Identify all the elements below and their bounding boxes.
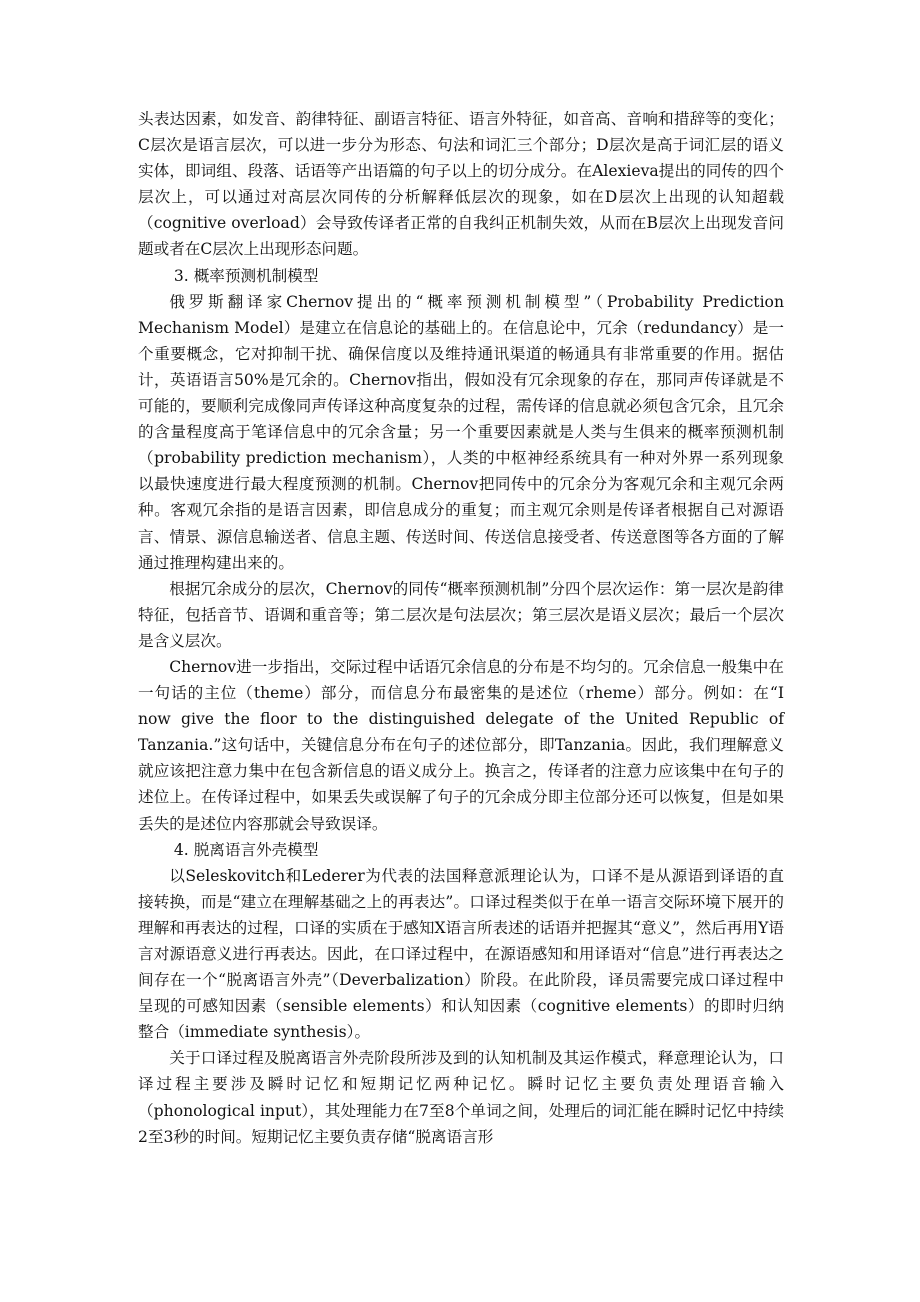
paragraph-continuation: 头表达因素，如发音、韵律特征、副语言特征、语言外特征，如音高、音响和措辞等的变化；C层次是语言层次，可以进一步分为形态、句法和词汇三个部分；D层次是高于词汇层的语义实体，即词组、段落、话语等产出语篇的句子以上的切分成分。在Alexieva提出的同传的四个层次上，可以通过对高层次同传的分析解释低层次的现象，如在D层次上出现的认知超载（cognitive overload）会导致传译者正常的自我纠正机制失效，从而在B层次上出现发音问题或者在C层次上出现形态问题。	[138, 110, 785, 259]
paragraph-theme-rheme: Chernov进一步指出，交际过程中话语冗余信息的分布是不均匀的。冗余信息一般集中在一句话的主位（theme）部分，而信息分布最密集的是述位（rheme）部分。例如：在“I now give the floor to the distinguished delegate of the United Republic of Tanzania.”这句话中，关键信息分布在句子的述位部分，即Tanzania。因此，我们理解意义就应该把注意力集中在包含新信息的语义成分上。换言之，传译者的注意力应该集中在句子的述位上。在传译过程中，如果丢失或误解了句子的冗余成分即主位部分还可以恢复，但是如果丢失的是述位内容那就会导致误译。	[138, 657, 784, 833]
paragraph-memory-mechanism: 关于口译过程及脱离语言外壳阶段所涉及到的认知机制及其运作模式，释意理论认为，口译过程主要涉及瞬时记忆和短期记忆两种记忆。瞬时记忆主要负责处理语音输入（phonological input），其处理能力在7至8个单词之间，处理后的词汇能在瞬时记忆中持续2至3秒的时间。短期记忆主要负责存储“脱离语言形	[138, 1049, 784, 1146]
document-page	[138, 106, 784, 1150]
paragraph-redundancy-levels: 根据冗余成分的层次，Chernov的同传“概率预测机制”分四个层次运作：第一层次是韵律特征，包括音节、语调和重音等；第二层次是句法层次；第三层次是语义层次；最后一个层次是含义层次。	[138, 579, 784, 650]
section-heading-deverbalization: 4. 脱离语言外壳模型	[173, 840, 319, 859]
section-heading-probability-prediction: 3. 概率预测机制模型	[173, 266, 319, 285]
paragraph-interpretive-theory: 以Seleskovitch和Lederer为代表的法国释意派理论认为，口译不是从源语到译语的直接转换，而是“建立在理解基础之上的再表达”。口译过程类似于在单一语言交际环境下展开的理解和再表达的过程，口译的实质在于感知X语言所表述的话语并把握其“意义”，然后再用Y语言对源语意义进行再表达。因此，在口译过程中，在源语感知和用译语对“信息”进行再表达之间存在一个“脱离语言外壳”（Deverbalization）阶段。在此阶段，译员需要完成口译过程中呈现的可感知因素（sensible elements）和认知因素（cognitive elements）的即时归纳整合（immediate synthesis）。	[138, 866, 784, 1042]
paragraph-chernov-model: 俄罗斯翻译家Chernov提出的“概率预测机制模型”（Probability Prediction Mechanism Model）是建立在信息论的基础上的。在信息论中，冗余（redundancy）是一个重要概念，它对抑制干扰、确保信度以及维持通讯渠道的畅通具有非常重要的作用。据估计，英语语言50%是冗余的。Chernov指出，假如没有冗余现象的存在，那同声传译就是不可能的，要顺利完成像同声传译这种高度复杂的过程，需传译的信息就必须包含冗余，且冗余的含量程度高于笔译信息中的冗余含量；另一个重要因素就是人类与生俱来的概率预测机制（probability prediction mechanism），人类的中枢神经系统具有一种对外界一系列现象以最快速度进行最大程度预测的机制。Chernov把同传中的冗余分为客观冗余和主观冗余两种。客观冗余指的是语言因素，即信息成分的重复；而主观冗余则是传译者根据自己对源语言、情景、源信息输送者、信息主题、传送时间、传送信息接受者、传送意图等各方面的了解通过推理构建出来的。	[138, 292, 784, 572]
